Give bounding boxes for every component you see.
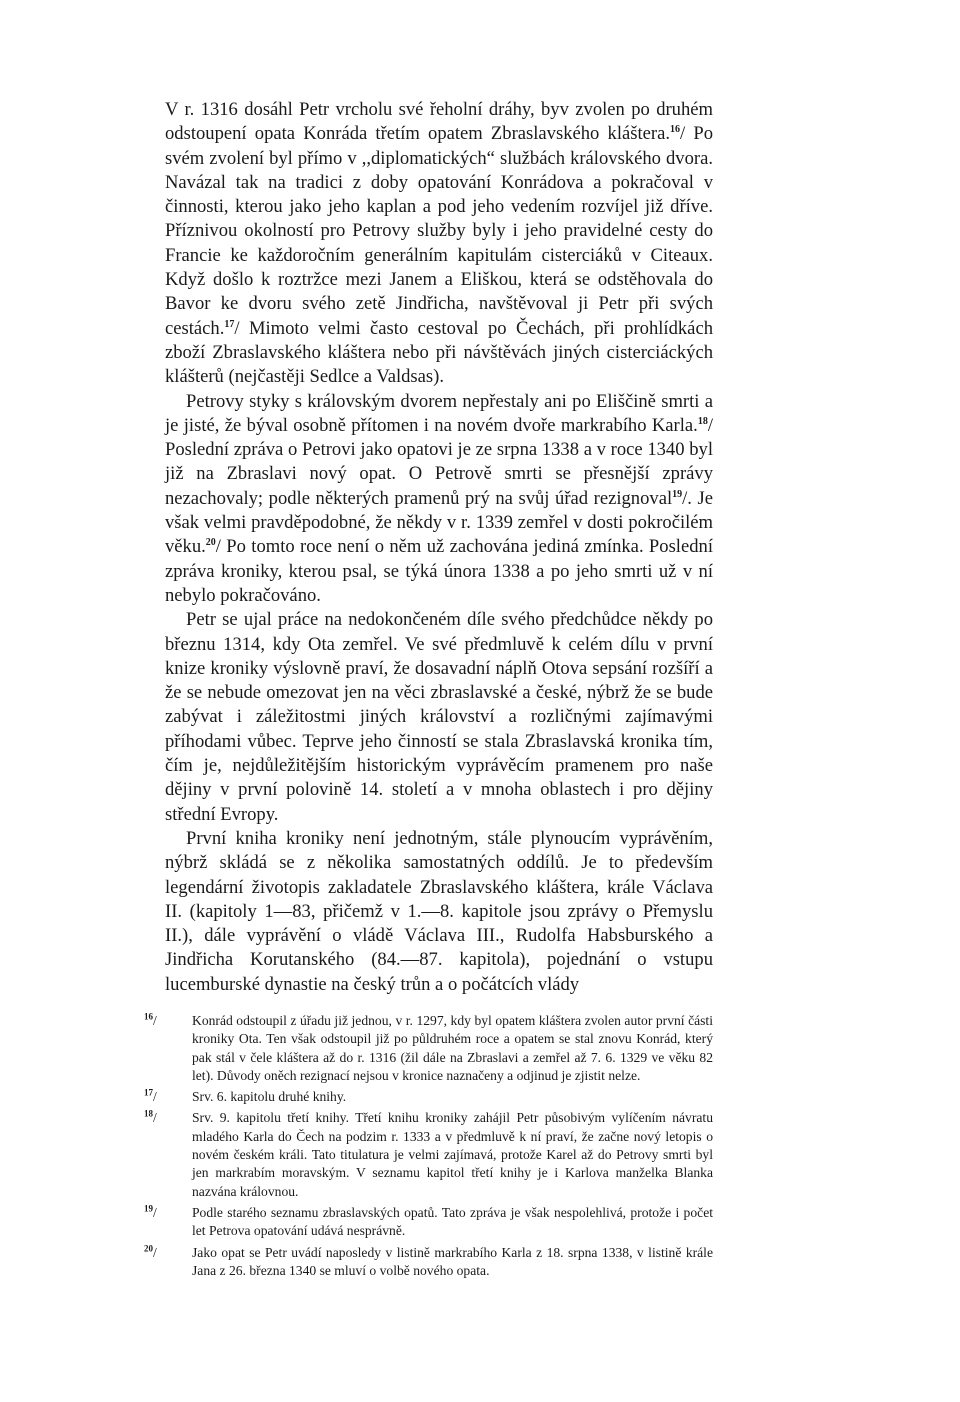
footnote-text: Podle starého seznamu zbraslavských opatů. Tato zpráva je však nespolehlivá, protože i počet let Petrova opatování udává nesprávně.: [192, 1204, 713, 1239]
paragraph-text: / Mimoto velmi často cestoval po Čechách, při prohlídkách zboží Zbraslavského kláštera nebo při návštěvách jiných cisterciáckých klášterů (nejčastěji Sedlce a Valdsas).: [165, 317, 713, 388]
footnote-number: $^{17}$/: [144, 1087, 157, 1105]
footnote-number-value: 18: [144, 1108, 153, 1119]
paragraph: [165, 608, 713, 827]
footnote-number-value: 16: [144, 1011, 153, 1022]
footnote-number-value: 17: [144, 1087, 153, 1098]
footnote-text: Jako opat se Petr uvádí naposledy v listině markrabího Karla z 18. srpna 1338, v listině krále Jana z 26. března 1340 se mluví o volbě nového opata.: [192, 1244, 713, 1278]
paragraph: [165, 98, 713, 390]
footnote-number: $^{16}$/: [144, 1011, 157, 1028]
footnote-reference: 17: [224, 318, 235, 330]
footnote-reference: 16: [670, 124, 681, 136]
paragraph-text: / Poslední zpráva o Petrovi jako opatovi je ze srpna 1338 a v roce 1340 byl již na Zbraslavi nový opat. O Petrově smrti se přesnější zprávy nezachovaly; podle některých pramenů prý na svůj úřad rezignoval: [165, 414, 713, 509]
footnote-text: Srv. 6. kapitolu druhé knihy.: [192, 1089, 347, 1105]
footnote: [144, 1087, 713, 1106]
footnote: [144, 1011, 713, 1085]
paragraph: [165, 390, 713, 609]
footnote-number-value: 20: [144, 1243, 153, 1254]
footnote-number: $^{20}$/: [144, 1243, 157, 1260]
paragraph-text: Petr se ujal práce na nedokončeném díle svého předchůdce někdy po březnu 1314, kdy Ota zemřel. Ve své předmluvě k celém dílu v první knize kroniky výslovně praví, že dosavadní náplň Otova sepsání rozšíří a že se nebude omezovat jen na věci zbraslavské a české, nýbrž že se bude zabývat i záležitostmi jiných království a rozličnými zajímavými příhodami vůbec. Teprve jeho činností se stala Zbraslavská kronika tím, čím je, nejdůležitějším historickým vyprávěcím pramenem pro naše dějiny v první polovině 14. století a v mnoha oblastech i pro dějiny střední Evropy.: [165, 609, 713, 825]
paragraph-text: / Po svém zvolení byl přímo v ,,diplomatických“ službách královského dvora. Navázal tak na tradici z doby opatování Konrádova a pokračoval v činnosti, kterou jako jeho kaplan a pod jeho vedením rozvíjel již dříve. Příznivou okolností pro Petrovy služby byly i jeho pravidelné cesty do Francie ke každoročním generálním kapitulám cisterciáků v Citeaux. Když došlo k roztržce mezi Janem a Eliškou, která se odstěhovala do Bavor ke dvoru svého zetě Jindřicha, navštěvoval ji Petr při svých cestách.: [165, 123, 714, 339]
paragraph-text: První kniha kroniky není jednotným, stále plynoucím vyprávěním, nýbrž skládá se z několika samostatných oddílů. Je to především legendární životopis zakladatele Zbraslavského kláštera, krále Václava II. (kapitoly 1—83, přičemž v 1.—8. kapitole jsou zprávy o Přemyslu II.), dále vyprávění o vládě Václava III., Rudolfa Habsburského a Jindřicha Korutanského (84.—87. kapitola), pojednání o vstupu lucemburské dynastie na český trůn a o počátcích vlády: [165, 827, 713, 995]
paragraph-text: / Po tomto roce není o něm už zachována jediná zmínka. Poslední zpráva kroniky, kterou psal, se týká února 1338 a po jeho smrti už v ní nebylo pokračováno.: [165, 536, 713, 606]
paragraph-text: /. Je však velmi pravděpodobné, že někdy v r. 1339 zemřel v dosti pokročilém věku.: [165, 487, 713, 558]
footnote-reference: 20: [205, 537, 216, 549]
paragraph-text: V r. 1316 dosáhl Petr vrcholu své řeholní dráhy, byv zvolen po druhém odstoupení opata Konráda třetím opatem Zbraslavského kláštera.: [165, 99, 713, 145]
main-text: [165, 98, 713, 997]
page: [144, 98, 714, 1283]
footnote: [144, 1108, 713, 1200]
footnote-number: $^{18}$/: [144, 1108, 157, 1126]
footnote-number: $^{19}$/: [144, 1203, 157, 1220]
footnote: [144, 1203, 713, 1241]
paragraph-text: Petrovy styky s královským dvorem nepřestaly ani po Eliščině smrti a je jisté, že býval osobně přítomen i na novém dvoře markrabího Karla.: [165, 390, 713, 436]
footnote-number-value: 19: [144, 1203, 153, 1214]
footnote-text: Konrád odstoupil z úřadu již jednou, v r. 1297, kdy byl opatem kláštera zvolen autor první části kroniky Ota. Ten však odstoupil již po půldruhém roce a opatem se stal znovu Konrád, který pak stál v čele kláštera až do r. 1316 (žil dále na Zbraslavi a zemřel až 7. 6. 1329 ve věku 82 let). Důvody oněch rezignací nejsou v kronice naznačeny a odjinud je zjistit nelze.: [192, 1012, 713, 1083]
footnote-reference: 19: [672, 488, 683, 500]
footnote-text: Srv. 9. kapitolu třetí knihy. Třetí knihu kroniky zahájil Petr působivým vylíčením návratu mladého Karla do Čech na podzim r. 1333 a v předmluvě k ní praví, že začne nový letopis o novém českém králi. Tato titulatura je velmi zajímavá, protože Karel až do Petrovy smrti byl jen markrabím moravským. V seznamu kapitol třetí knihy je i Karlova manželka Blanka nazvána královnou.: [192, 1110, 713, 1199]
paragraph: [165, 827, 713, 997]
footnotes: [144, 1011, 713, 1280]
footnote: [144, 1243, 713, 1281]
footnote-reference: 18: [697, 415, 708, 427]
